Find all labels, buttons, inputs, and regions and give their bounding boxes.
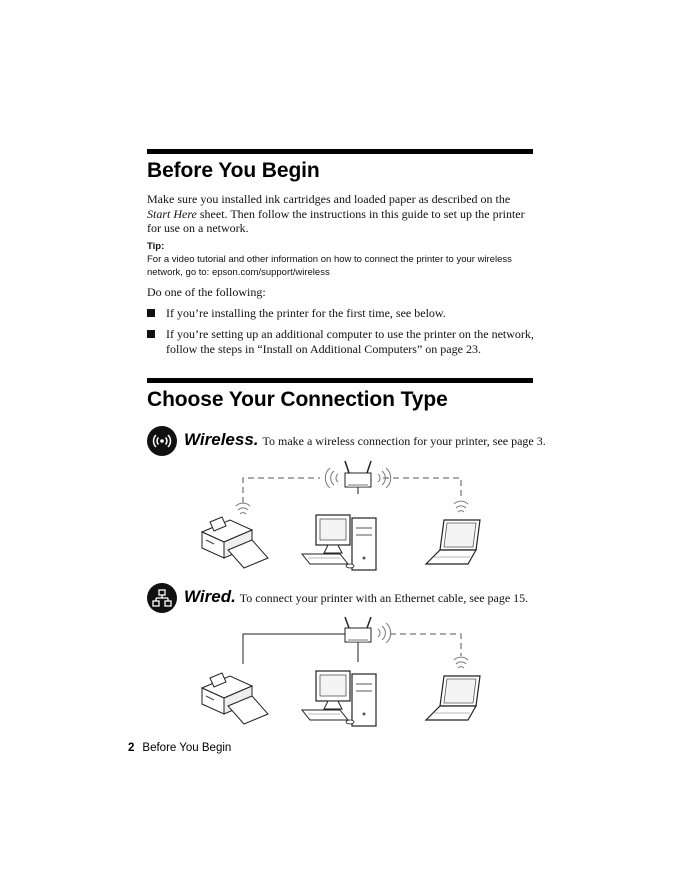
bullet-text: If you’re setting up an additional computer to use the printer on the network, follow the steps in “Install on Additional Computers” on page 23. bbox=[166, 327, 534, 356]
laptop-icon bbox=[426, 520, 480, 564]
bullet-text: If you’re installing the printer for the first time, see below. bbox=[166, 306, 446, 320]
wireless-heading bbox=[184, 430, 544, 450]
router-icon bbox=[345, 617, 371, 642]
printer-icon bbox=[202, 673, 268, 724]
network-icon bbox=[147, 583, 177, 613]
intro-paragraph bbox=[147, 192, 537, 236]
router-icon bbox=[345, 461, 371, 494]
intro-text-2: sheet. Then follow the instructions in this guide to set up the printer for use on a network. bbox=[147, 206, 525, 235]
tip-body: For a video tutorial and other information on how to connect the printer to your wireless network, go to: bbox=[147, 254, 512, 278]
page-footer bbox=[128, 742, 231, 754]
section-rule bbox=[147, 149, 533, 154]
wired-title: Wired. bbox=[184, 587, 236, 606]
wireless-description: To make a wireless connection for your printer, see page 3. bbox=[262, 434, 546, 448]
desktop-computer-icon bbox=[302, 515, 376, 570]
printer-icon bbox=[202, 517, 268, 568]
wired-heading bbox=[184, 587, 544, 607]
start-here-reference: Start Here bbox=[147, 206, 197, 221]
wireless-title: Wireless. bbox=[184, 430, 259, 449]
intro-text-1: Make sure you installed ink cartridges and loaded paper as described on the bbox=[147, 192, 511, 206]
wired-description: To connect your printer with an Ethernet cable, see page 15. bbox=[239, 591, 529, 605]
section-title: Choose Your Connection Type bbox=[147, 388, 448, 411]
wireless-diagram bbox=[190, 460, 490, 575]
bullet-square-icon bbox=[147, 309, 155, 317]
do-one-text: Do one of the following: bbox=[147, 285, 266, 299]
page-number: 2 bbox=[128, 742, 135, 754]
bullet-square-icon bbox=[147, 330, 155, 338]
footer-section-name: Before You Begin bbox=[142, 742, 232, 754]
tip-text bbox=[147, 254, 537, 279]
tip-label: Tip: bbox=[147, 241, 165, 252]
laptop-icon bbox=[426, 676, 480, 720]
tip-link[interactable]: epson.com/support/wireless bbox=[211, 266, 330, 278]
wireless-icon bbox=[147, 426, 177, 456]
section-title: Before You Begin bbox=[147, 159, 320, 182]
section-rule bbox=[147, 378, 533, 383]
desktop-computer-icon bbox=[302, 671, 376, 726]
wired-diagram bbox=[190, 616, 490, 731]
